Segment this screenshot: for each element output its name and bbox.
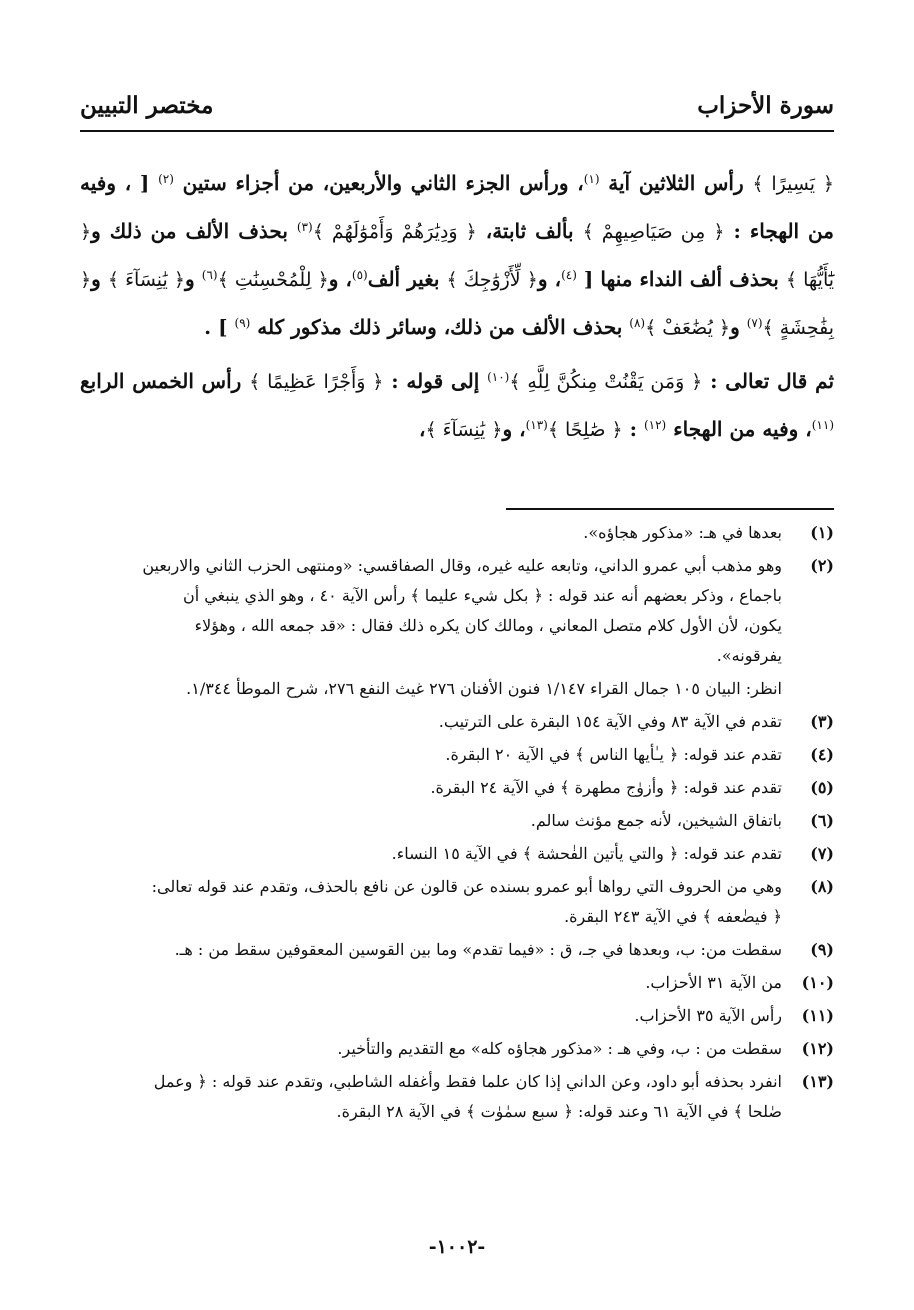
main-text (80, 160, 834, 454)
book-title: مختصر التبيين (80, 92, 214, 119)
text-span: ، و (537, 267, 562, 291)
quran-word: ﴿ وَمَن يَقْنُتْ مِنكُنَّ لِلَّهِ ﴾ (509, 371, 703, 393)
footnote-text (80, 773, 782, 803)
footnote-number: (٤) (810, 745, 834, 764)
footnote-number: (٥) (810, 778, 834, 797)
text-span: ، ورأس الجزء الثاني والأربعين، من أجزاء ستين (173, 171, 584, 195)
footnote-text (80, 968, 782, 998)
footnote-text (80, 935, 782, 965)
footnote-ref: (٨) (629, 316, 646, 330)
footnote-ref: (١) (583, 172, 600, 186)
footnote (80, 707, 834, 737)
footnote-line: انفرد بحذفه أبو داود، وعن الداني إذا كان علما فقط وأغفله الشاطبي، وتقدم عند قوله : ﴿ وعمل (153, 1072, 782, 1091)
quran-word: ﴿ يَٰٓأَيُّهَا ﴾ (80, 221, 835, 291)
quran-word: ﴿ صَٰلِحًا ﴾ (547, 419, 623, 441)
running-header (80, 88, 834, 132)
footnote-text (80, 839, 782, 869)
footnote-number (782, 674, 834, 704)
footnote-line: تقدم عند قوله: ﴿ يـٰأيها الناس ﴾ في الآية ٢٠ البقرة. (445, 745, 782, 764)
quran-word: ﴿ وَأَجْرًا عَظِيمًا ﴾ (249, 371, 384, 393)
footnote-number: (٨) (810, 877, 834, 896)
footnote-number: (١٢) (801, 1039, 834, 1058)
text-span: ، و (328, 267, 352, 291)
footnote-ref: (٥) (351, 268, 368, 282)
text-span: و (91, 267, 108, 291)
quran-word: ﴿ يَٰنِسَآءَ ﴾ (107, 269, 186, 291)
footnote-ref: (٢) (158, 172, 174, 186)
text-span: و (185, 267, 202, 291)
footnote-text (80, 551, 782, 671)
text-span: : (622, 417, 644, 441)
footnote-text (80, 1067, 782, 1127)
footnote-text (80, 1034, 782, 1064)
footnote-number: (٩) (810, 940, 834, 959)
footnote (80, 518, 834, 548)
text-span: بألف ثابتة، (476, 219, 583, 243)
footnote-number: (٣) (810, 712, 834, 731)
footnote-line: وهو مذهب أبي عمرو الداني، وتابعه عليه غيره، وقال الصفاقسي: «ومنتهى الحزب الثاني والاربعين (142, 556, 782, 575)
footnote (80, 872, 834, 932)
footnote-line: يفرقونه». (716, 646, 782, 665)
footnote-text (80, 872, 782, 932)
text-span: إلى قوله : (383, 369, 488, 393)
footnote (80, 1034, 834, 1064)
footnote-text (80, 806, 782, 836)
footnote-ref: (٤) (561, 268, 577, 282)
footnote-line: تقدم عند قوله: ﴿ وأزوٰج مطهرة ﴾ في الآية ٢٤ البقرة. (430, 778, 782, 797)
footnote-ref: (٩) (234, 316, 251, 330)
footnote (80, 968, 834, 998)
footnote-number: (١٣) (801, 1072, 834, 1091)
footnotes-section (80, 518, 834, 1130)
footnote-line: يكون، لأن الأول كلام متصل المعاني ، ومالك كان يكره ذلك فقال : «قد جمعه الله ، وهؤلاء (194, 616, 782, 635)
text-span: بحذف الألف من ذلك و (91, 219, 297, 243)
footnote-number: (١١) (801, 1006, 834, 1025)
footnote-line: سقطت من : ب، وفي هـ : «مذكور هجاؤه كله» مع التقديم والتأخير. (337, 1039, 782, 1058)
footnote-ref: (٣) (296, 220, 313, 234)
footnote-number: (٧) (810, 844, 834, 863)
footnote-line: باجماع ، وذكر بعضهم أنه عند قوله : ﴿ بكل شيء عليما ﴾ رأس الآية ٤٠ ، وهو الذي ينبغي أن (182, 586, 782, 605)
text-span: ، وفيه من الهجاء (666, 417, 812, 441)
surah-title: سورة الأحزاب (697, 92, 834, 119)
text-span: بحذف ألف النداء منها [ (576, 267, 786, 291)
text-span: ثم قال تعالى : (702, 369, 835, 393)
footnote-text (80, 1001, 782, 1031)
footnote (80, 674, 834, 704)
footnote-line: تقدم عند قوله: ﴿ والتي يأتين الفٰحشة ﴾ في الآية ١٥ النساء. (391, 844, 782, 863)
footnote-line: ﴿ فيضٰعفه ﴾ في الآية ٢٤٣ البقرة. (564, 907, 782, 926)
footnote-ref: (١٣) (525, 418, 548, 432)
footnote-ref: (٧) (746, 316, 763, 330)
footnote (80, 839, 834, 869)
footnote-ref: (١٠) (487, 370, 510, 384)
text-span: رأس الثلاثين آية (599, 171, 753, 195)
footnote-text (80, 674, 782, 704)
text-span: بحذف الألف من ذلك، وسائر ذلك مذكور كله (250, 315, 630, 339)
footnote-line: صٰلحا ﴾ في الآية ٦١ وعند قوله: ﴿ سبع سمٰوٰت ﴾ في الآية ٢٨ البقرة. (336, 1102, 782, 1121)
footnote-number: (١) (810, 523, 834, 542)
paragraph-1 (80, 160, 834, 352)
paragraph-2 (80, 358, 834, 454)
text-span: رأس الخمس الرابع (80, 369, 250, 393)
text-span: ، و (502, 417, 526, 441)
footnote (80, 740, 834, 770)
footnote (80, 773, 834, 803)
text-span: بغير ألف (367, 267, 447, 291)
footnote (80, 935, 834, 965)
footnote-ref: (٦) (201, 268, 218, 282)
footnote (80, 806, 834, 836)
quran-word: ﴿ يَٰنِسَآءَ ﴾ (425, 419, 503, 441)
quran-word: ﴿ لِلْمُحْسِنَٰتِ ﴾ (217, 269, 329, 291)
footnote-line: وهي من الحروف التي رواها أبو عمرو بسنده عن قالون عن نافع بالحذف، وتقدم عند قوله تعالى: (151, 877, 782, 896)
text-span: و (730, 315, 747, 339)
footnote-number: (١٠) (801, 973, 834, 992)
footnote-separator (506, 508, 834, 510)
quran-word: ﴿ لِّأَزْوَٰجِكَ ﴾ (446, 269, 538, 291)
footnote-text (80, 707, 782, 737)
footnote-line: بعدها في هـ: «مذكور هجاؤه». (583, 523, 782, 542)
text-span: [ ، وفيه من الهجاء : (80, 171, 834, 243)
footnote (80, 551, 834, 671)
header-rule (80, 130, 834, 132)
footnote-line: من الآية ٣١ الأحزاب. (645, 973, 782, 992)
page-number: -١٠٠٢- (428, 1236, 486, 1258)
footnote-line: باتفاق الشيخين، لأنه جمع مؤنث سالم. (530, 811, 782, 830)
footnote-line: تقدم في الآية ٨٣ وفي الآية ١٥٤ البقرة على الترتيب. (438, 712, 782, 731)
quran-word: ﴿ وَدِيَٰرَهُمْ وَأَمْوَٰلَهُمْ ﴾ (312, 221, 477, 243)
footnote-text (80, 740, 782, 770)
quran-word: ﴿ مِن صَيَاصِيهِمْ ﴾ (582, 221, 725, 243)
footnote-number: (٦) (810, 811, 834, 830)
footnote-ref: (١٢) (643, 418, 667, 432)
footnote-line: رأس الآية ٣٥ الأحزاب. (634, 1006, 782, 1025)
footnote-number: (٢) (810, 556, 834, 575)
footnote-line: انظر: البيان ١٠٥ جمال القراء ١/١٤٧ فنون الأفنان ٢٧٦ غيث النفع ٢٧٦، شرح الموطأ ١/٣٤٤. (186, 679, 782, 698)
footnote-ref: (١١) (811, 418, 834, 432)
footnote (80, 1001, 834, 1031)
quran-word: ﴿ بِفَٰحِشَةٍ ﴾ (80, 269, 834, 339)
text-span: ، (418, 417, 426, 441)
quran-word: ﴿ يَسِيرًا ﴾ (752, 173, 834, 195)
footnote-text (80, 518, 782, 548)
footnote-line: سقطت من: ب، وبعدها في جـ، ق : «فيما تقدم» وما بين القوسين المعقوفين سقط من : هـ. (174, 940, 782, 959)
quran-word: ﴿ يُضَٰعَفْ ﴾ (645, 317, 731, 339)
text-span: ] . (204, 315, 235, 339)
footnote (80, 1067, 834, 1127)
